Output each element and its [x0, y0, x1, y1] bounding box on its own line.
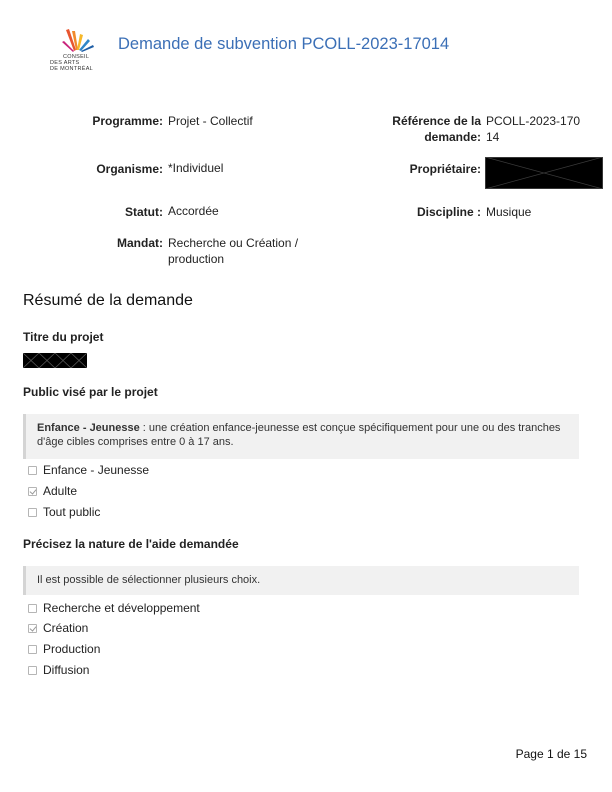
checkbox[interactable] [28, 645, 37, 654]
discipline-value: Musique [486, 205, 532, 219]
checkbox-label: Tout public [43, 505, 101, 519]
nature-option-recherche[interactable] [28, 600, 200, 616]
mandat-value [168, 235, 298, 267]
reference-label-line-2: demande: [424, 130, 481, 144]
public-note-text: : une création enfance-jeunesse est conçue spécifiquement pour une ou des tranches d'âge cibles comprises entre 0 à 17 ans. [37, 422, 561, 448]
proprietaire-label: Propriétaire: [409, 162, 481, 176]
programme-value: Projet - Collectif [168, 114, 253, 128]
nature-option-production[interactable] [28, 641, 100, 657]
checkbox-label: Recherche et développement [43, 601, 200, 615]
checkbox-label: Enfance - Jeunesse [43, 463, 150, 477]
proprietaire-redacted-value [485, 157, 603, 189]
nature-note-text: Il est possible de sélectionner plusieurs choix. [37, 574, 261, 586]
reference-label-line-1: Référence de la [392, 114, 481, 128]
checkbox[interactable] [28, 604, 37, 613]
checkbox[interactable] [28, 624, 37, 633]
checkbox[interactable] [28, 487, 37, 496]
logo-line-1: CONSEIL [63, 54, 90, 60]
mandat-label: Mandat: [117, 236, 163, 250]
nature-label: Précisez la nature de l'aide demandée [23, 537, 239, 551]
public-option-tout-public[interactable] [28, 504, 100, 520]
logo-text [50, 54, 100, 72]
reference-value-line-2: 14 [486, 130, 500, 144]
checkbox-label: Adulte [43, 484, 78, 498]
logo-line-3: DE MONTRÉAL [50, 66, 94, 72]
summary-section-title: Résumé de la demande [23, 292, 193, 309]
public-note [23, 414, 579, 459]
logo-line-2: DES ARTS [50, 60, 80, 66]
nature-note [23, 566, 579, 595]
checkbox-label: Diffusion [43, 663, 90, 677]
conseil-arts-montreal-logo [50, 28, 100, 78]
checkbox-label: Création [43, 621, 89, 635]
nature-option-diffusion[interactable] [28, 662, 89, 678]
page-number: Page 1 de 15 [515, 747, 587, 761]
project-title-redacted-value [23, 353, 87, 368]
public-label: Public visé par le projet [23, 385, 158, 399]
public-option-adulte[interactable] [28, 483, 77, 499]
programme-label: Programme: [92, 114, 163, 128]
checkbox[interactable] [28, 466, 37, 475]
nature-option-creation[interactable] [28, 620, 88, 636]
checkbox[interactable] [28, 508, 37, 517]
project-title-label: Titre du projet [23, 330, 104, 344]
document-title: Demande de subvention PCOLL-2023-17014 [118, 35, 450, 53]
redaction-cross-icon [485, 157, 603, 189]
checkbox-label: Production [43, 642, 101, 656]
checkbox[interactable] [28, 666, 37, 675]
redaction-cross-icon [23, 353, 87, 368]
discipline-label: Discipline : [416, 205, 481, 219]
mandat-value-line-1: Recherche ou Création / [168, 236, 299, 250]
statut-value: Accordée [168, 204, 219, 218]
public-option-enfance-jeunesse[interactable] [28, 462, 149, 478]
statut-label: Statut: [125, 205, 163, 219]
reference-value [486, 113, 580, 145]
organisme-value: *Individuel [168, 161, 224, 175]
reference-label [360, 113, 481, 145]
organisme-label: Organisme: [96, 162, 163, 176]
logo-mark-icon [62, 28, 102, 56]
reference-value-line-1: PCOLL-2023-170 [486, 114, 581, 128]
mandat-value-line-2: production [168, 252, 225, 266]
public-note-bold: Enfance - Jeunesse [37, 422, 140, 434]
